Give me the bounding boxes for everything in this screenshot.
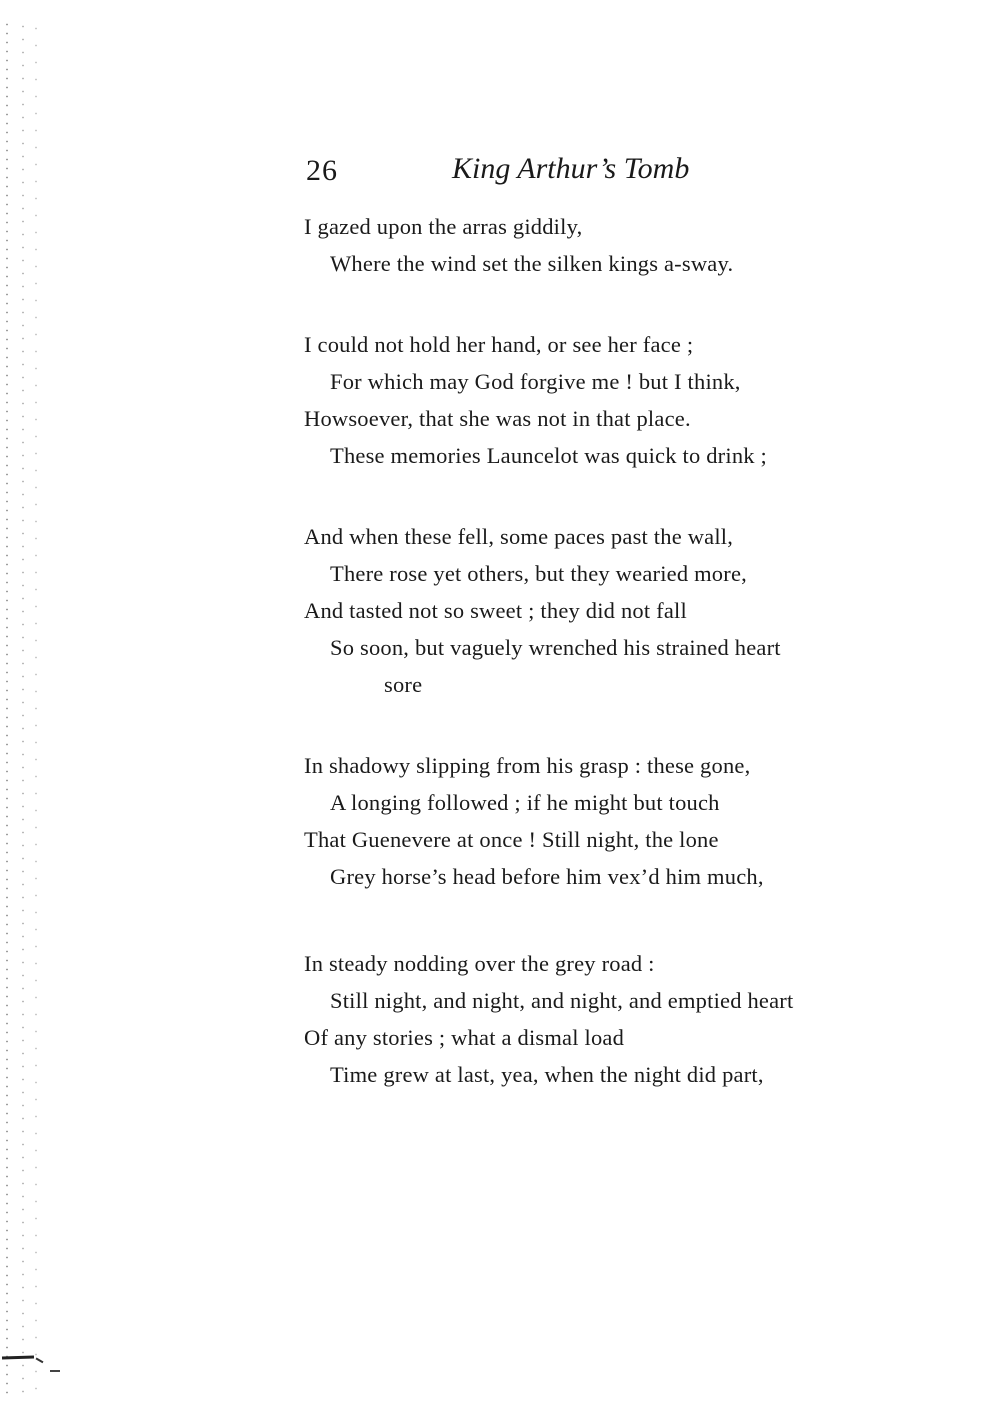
gutter-ink-mark (50, 1370, 60, 1372)
page-number: 26 (306, 154, 338, 187)
verse-line: And when these fell, some paces past the wall, (304, 524, 734, 549)
verse-line: Howsoever, that she was not in that place. (304, 406, 691, 431)
verse-line: For which may God forgive me ! but I think, (330, 369, 741, 394)
running-title: King Arthur’s Tomb (452, 152, 690, 185)
gutter-speckle (35, 20, 37, 1400)
verse-line: I gazed upon the arras giddily, (304, 214, 583, 239)
verse-line: In steady nodding over the grey road : (304, 951, 655, 976)
stanza (304, 326, 924, 474)
stanza (304, 945, 924, 1093)
stanza-break (304, 703, 924, 747)
stanza-break (304, 895, 924, 945)
gutter-speckle (22, 20, 24, 1400)
scan-gutter-artifacts (0, 0, 48, 1416)
stanza (304, 747, 924, 895)
verse-line: There rose yet others, but they wearied more, (330, 561, 747, 586)
stanza-break (304, 474, 924, 518)
verse-line: These memories Launcelot was quick to drink ; (330, 443, 768, 468)
page-header (300, 148, 720, 194)
verse-line: In shadowy slipping from his grasp : these gone, (304, 753, 751, 778)
verse-line: So soon, but vaguely wrenched his strained heart (330, 635, 781, 660)
verse-line: And tasted not so sweet ; they did not fall (304, 598, 687, 623)
verse-line-turnover: sore (384, 672, 423, 697)
gutter-ink-mark (2, 1355, 34, 1359)
verse-line: That Guenevere at once ! Still night, the lone (304, 827, 719, 852)
verse-line: Where the wind set the silken kings a-sway. (330, 251, 734, 276)
verse-line: Grey horse’s head before him vex’d him much, (330, 864, 764, 889)
verse-line: A longing followed ; if he might but touch (330, 790, 720, 815)
stanza (304, 518, 924, 703)
verse-line: Still night, and night, and night, and emptied heart (330, 988, 794, 1013)
poem-body (304, 208, 924, 1093)
stanza (304, 208, 924, 282)
verse-line: I could not hold her hand, or see her face ; (304, 332, 694, 357)
gutter-speckle (6, 20, 8, 1400)
verse-line: Of any stories ; what a dismal load (304, 1025, 625, 1050)
stanza-break (304, 282, 924, 326)
verse-line: Time grew at last, yea, when the night did part, (330, 1062, 764, 1087)
